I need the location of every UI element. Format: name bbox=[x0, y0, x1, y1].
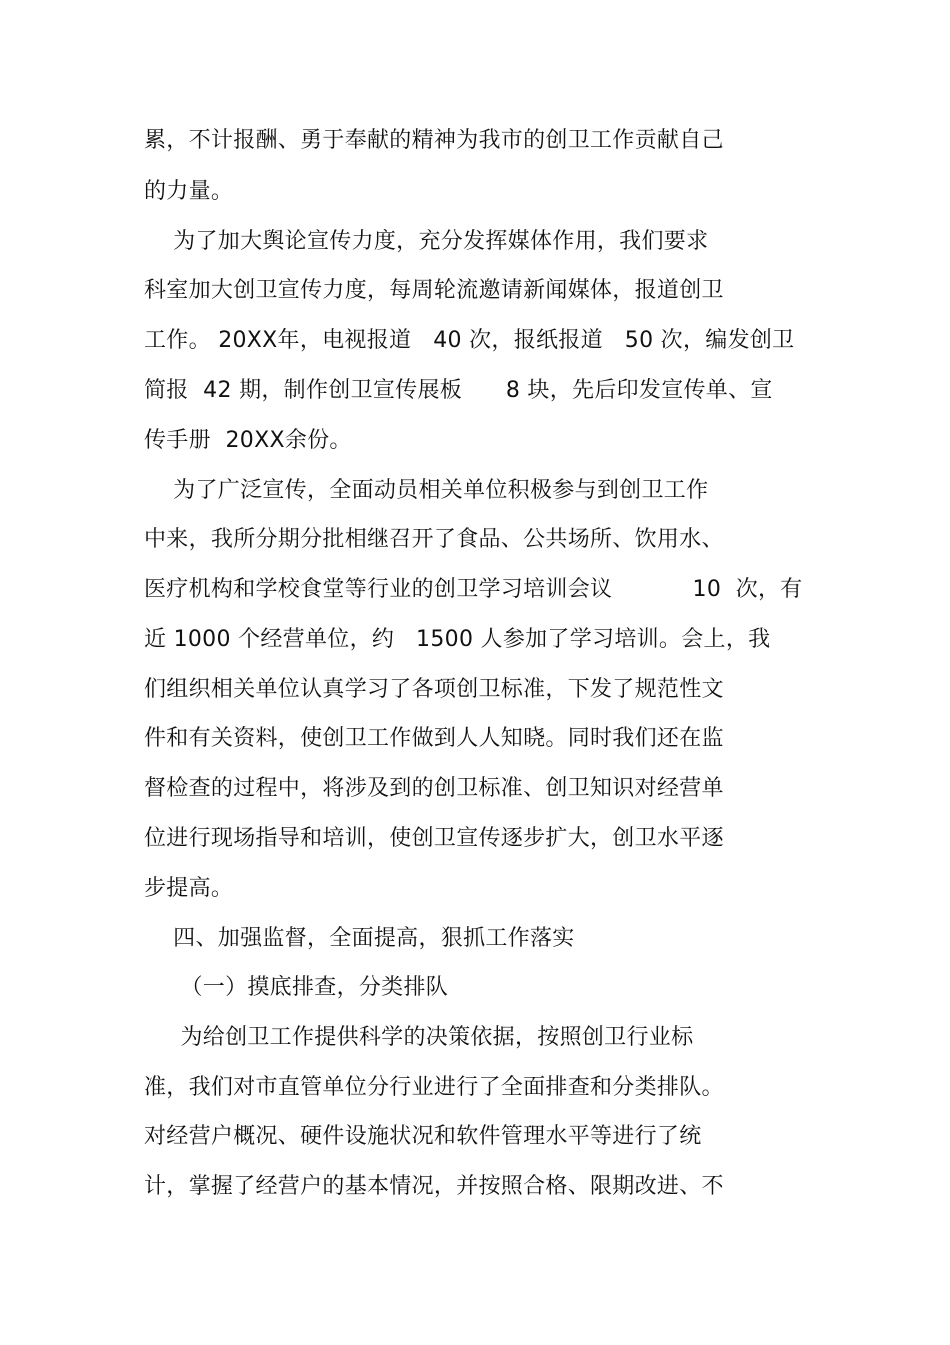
text-line: 计，掌握了经营户的基本情况，并按照合格、限期改进、不 bbox=[144, 1174, 724, 1199]
text-line: 件和有关资料，使创卫工作做到人人知晓。同时我们还在监 bbox=[144, 726, 724, 751]
text-line: 为了加大舆论宣传力度，充分发挥媒体作用，我们要求 bbox=[144, 229, 709, 254]
text-line: 对经营户概况、硬件设施状况和软件管理水平等进行了统 bbox=[144, 1124, 702, 1149]
text-line: 们组织相关单位认真学习了各项创卫标准，下发了规范性文 bbox=[144, 677, 724, 702]
text-line: 工作。 20XX年，电视报道 40 次，报纸报道 50 次，编发创卫 bbox=[144, 328, 795, 353]
text-line: 医疗机构和学校食堂等行业的创卫学习培训会议 10 次，有 bbox=[144, 577, 803, 602]
subsection-heading: （一）摸底排查，分类排队 bbox=[144, 975, 449, 1000]
text-line: 近 1000 个经营单位，约 1500 人参加了学习培训。会上，我 bbox=[144, 627, 771, 652]
text-line: 为了广泛宣传，全面动员相关单位积极参与到创卫工作 bbox=[144, 478, 709, 503]
text-line: 为给创卫工作提供科学的决策依据，按照创卫行业标 bbox=[144, 1025, 694, 1050]
text-line: 督检查的过程中，将涉及到的创卫标准、创卫知识对经营单 bbox=[144, 776, 724, 801]
text-line: 传手册 20XX余份。 bbox=[144, 428, 352, 453]
text-line: 准，我们对市直管单位分行业进行了全面排查和分类排队。 bbox=[144, 1075, 724, 1100]
text-line: 简报 42 期，制作创卫宣传展板 8 块，先后印发宣传单、宣 bbox=[144, 378, 773, 403]
section-heading: 四、加强监督，全面提高，狠抓工作落实 bbox=[144, 926, 575, 951]
text-line: 位进行现场指导和培训，使创卫宣传逐步扩大，创卫水平逐 bbox=[144, 826, 724, 851]
text-line: 中来，我所分期分批相继召开了食品、公共场所、饮用水、 bbox=[144, 527, 724, 552]
text-line: 累，不计报酬、勇于奉献的精神为我市的创卫工作贡献自己 bbox=[144, 128, 724, 153]
text-line: 科室加大创卫宣传力度，每周轮流邀请新闻媒体，报道创卫 bbox=[144, 278, 724, 303]
text-line: 的力量。 bbox=[144, 179, 234, 204]
text-line: 步提高。 bbox=[144, 876, 234, 901]
